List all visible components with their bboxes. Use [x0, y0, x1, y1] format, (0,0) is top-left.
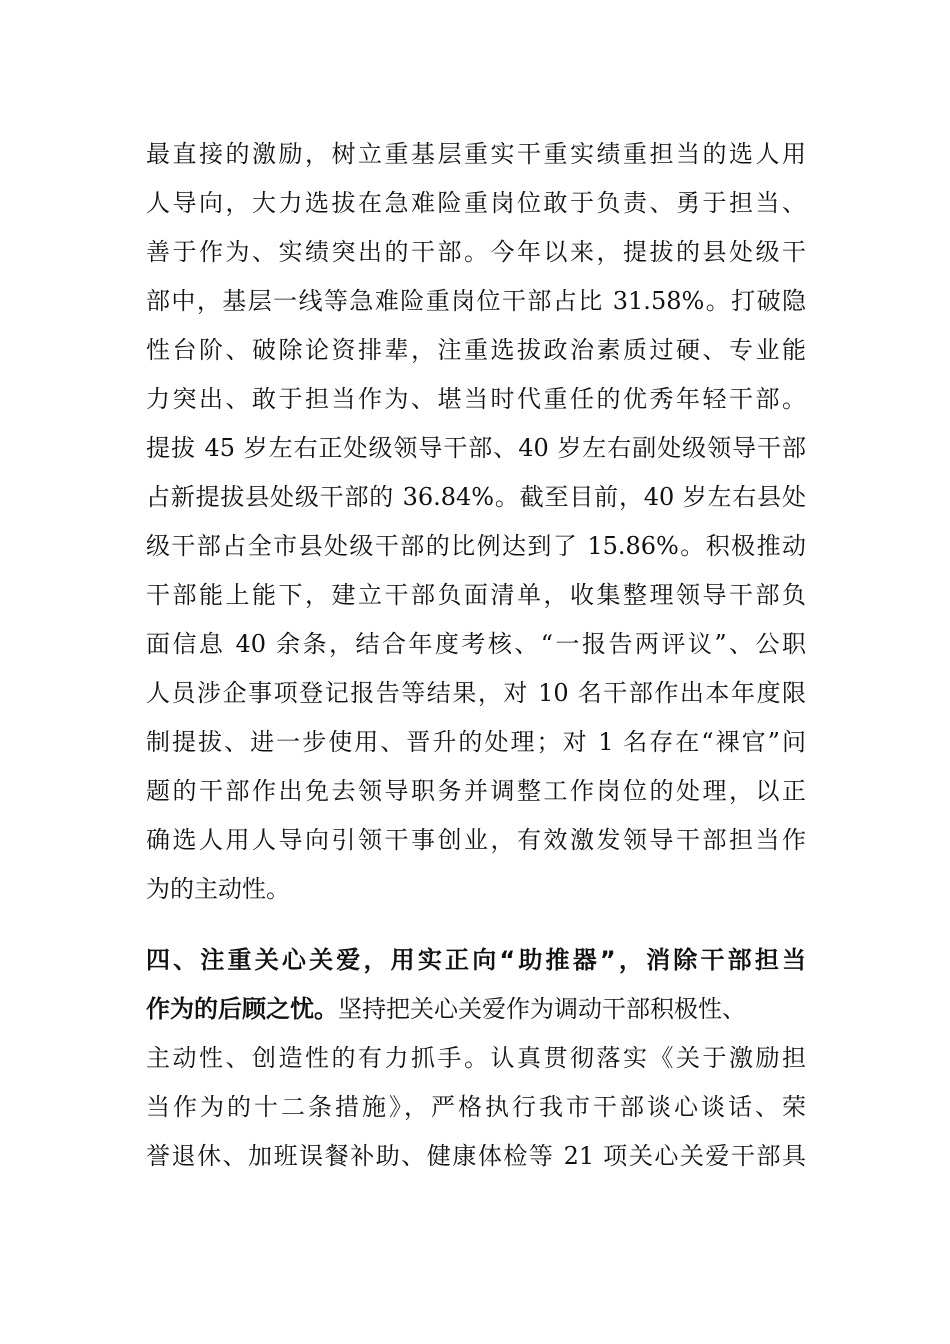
section-heading-tail: 作为的后顾之忧。	[146, 995, 338, 1023]
paragraph-line: 为的主动性。	[146, 875, 290, 903]
paragraph-line: 当作为的十二条措施》，严格执行我市干部谈心谈话、荣	[146, 1093, 806, 1121]
section-heading: 四、注重关心关爱，用实正向“助推器”，消除干部担当	[146, 946, 806, 974]
paragraph-line: 干部能上能下，建立干部负面清单，收集整理领导干部负	[146, 581, 806, 609]
paragraph-line: 善于作为、实绩突出的干部。今年以来，提拔的县处级干	[146, 238, 806, 266]
paragraph-line: 面信息 40 余条，结合年度考核、“一报告两评议”、公职	[146, 630, 806, 658]
paragraph-line: 提拔 45 岁左右正处级领导干部、40 岁左右副处级领导干部	[146, 434, 806, 462]
paragraph-line: 最直接的激励，树立重基层重实干重实绩重担当的选人用	[146, 140, 806, 168]
paragraph-line: 誉退休、加班误餐补助、健康体检等 21 项关心关爱干部具	[146, 1142, 806, 1170]
paragraph-line: 力突出、敢于担当作为、堪当时代重任的优秀年轻干部。	[146, 385, 806, 413]
section-heading-line	[146, 989, 806, 1029]
paragraph-line: 主动性、创造性的有力抓手。认真贯彻落实《关于激励担	[146, 1044, 806, 1072]
paragraph-line: 确选人用人导向引领干事创业，有效激发领导干部担当作	[146, 826, 806, 854]
paragraph-line: 级干部占全市县处级干部的比例达到了 15.86%。积极推动	[146, 532, 806, 560]
paragraph-line: 人员涉企事项登记报告等结果，对 10 名干部作出本年度限	[146, 679, 806, 707]
paragraph-line: 占新提拔县处级干部的 36.84%。截至目前，40 岁左右县处	[146, 483, 806, 511]
paragraph-text: 坚持把关心关爱作为调动干部积极性、	[338, 995, 746, 1023]
paragraph-line: 性台阶、破除论资排辈，注重选拔政治素质过硬、专业能	[146, 336, 806, 364]
paragraph-line: 题的干部作出免去领导职务并调整工作岗位的处理，以正	[146, 777, 806, 805]
paragraph-line: 制提拔、进一步使用、晋升的处理；对 1 名存在“裸官”问	[146, 728, 806, 756]
paragraph-line: 部中，基层一线等急难险重岗位干部占比 31.58%。打破隐	[146, 287, 806, 315]
paragraph-line: 人导向，大力选拔在急难险重岗位敢于负责、勇于担当、	[146, 189, 806, 217]
